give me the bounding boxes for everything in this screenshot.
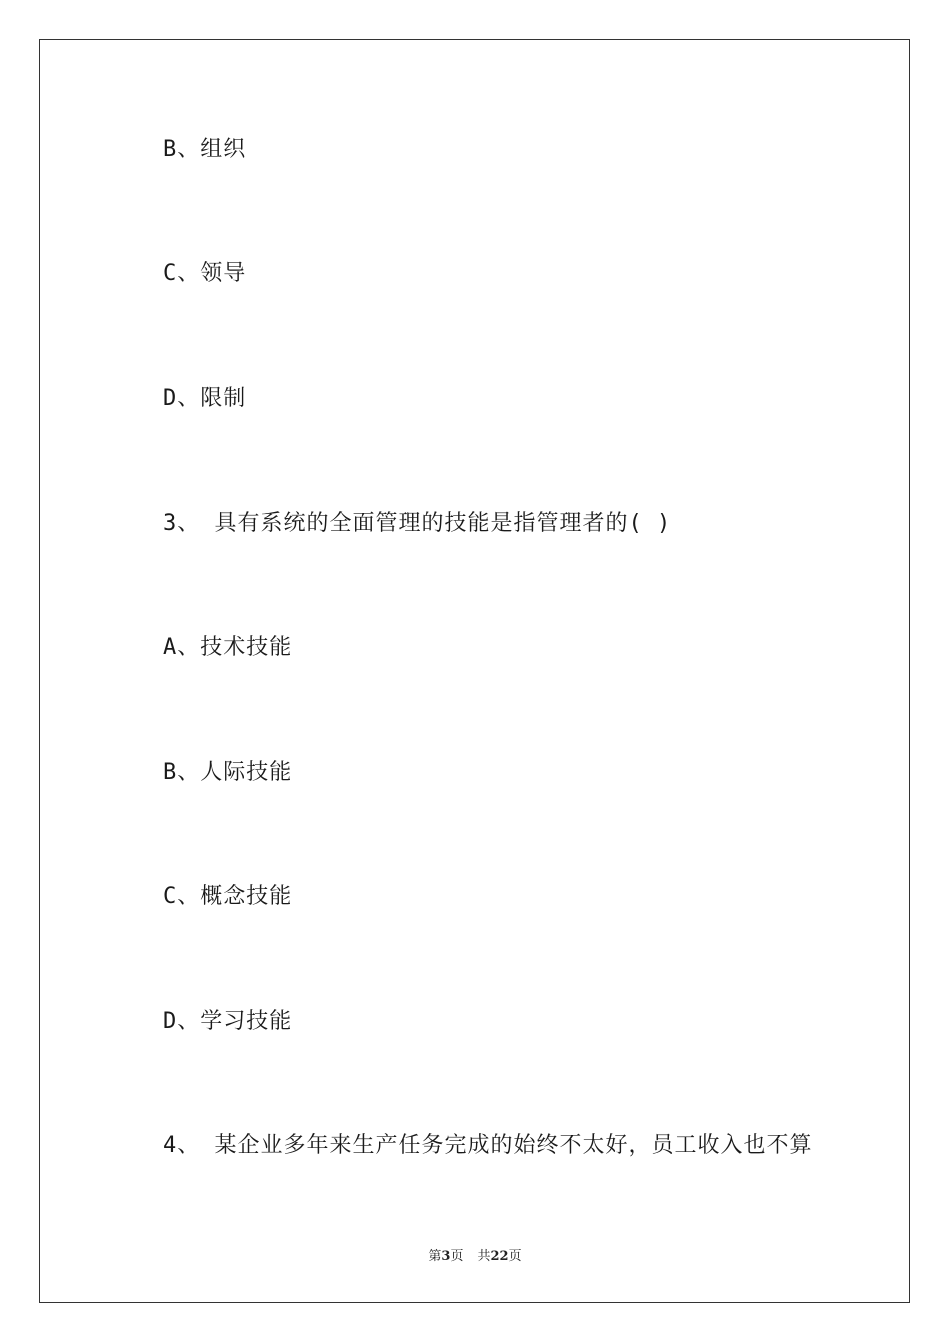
option-b-interpersonal-skill: B、人际技能 — [163, 760, 293, 785]
option-d-restrict: D、限制 — [163, 386, 247, 411]
page-footer — [0, 1248, 950, 1266]
option-d-learning-skill: D、学习技能 — [163, 1009, 293, 1034]
footer-total-pages: 22 — [490, 1249, 509, 1264]
footer-total-suffix: 页 — [508, 1249, 522, 1264]
option-c-conceptual-skill: C、概念技能 — [163, 884, 293, 909]
footer-prefix: 第 — [428, 1249, 442, 1264]
option-a-technical-skill: A、技术技能 — [163, 635, 293, 660]
footer-page-number: 3 — [441, 1249, 451, 1264]
page-border — [39, 39, 910, 1303]
footer-total-prefix: 共 — [477, 1249, 491, 1264]
option-c-lead: C、领导 — [163, 261, 247, 286]
question-4: 4、 某企业多年来生产任务完成的始终不太好，员工收入也不算 — [163, 1133, 813, 1158]
option-b-organize: B、组织 — [163, 137, 247, 162]
question-3: 3、 具有系统的全面管理的技能是指管理者的( ) — [163, 511, 672, 536]
footer-page-suffix: 页 — [450, 1249, 464, 1264]
